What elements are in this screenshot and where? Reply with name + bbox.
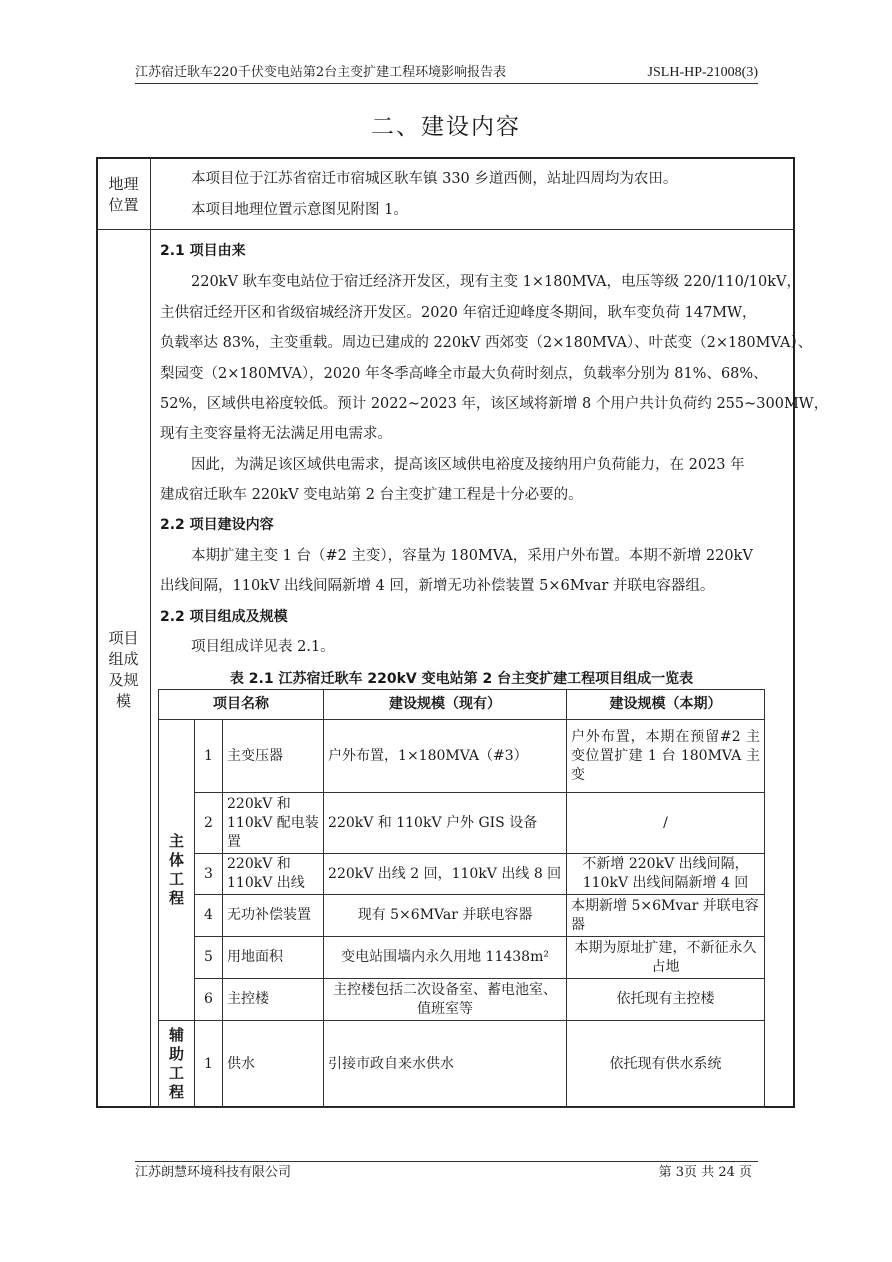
composition-label-line: 项目 bbox=[108, 629, 139, 647]
row-no: 1 bbox=[195, 720, 223, 793]
table-row bbox=[159, 937, 765, 979]
table-row bbox=[159, 979, 765, 1021]
table-row bbox=[159, 854, 765, 895]
row-existing: 220kV 出线 2 回，110kV 出线 8 回 bbox=[324, 854, 567, 895]
para-line: 52%，区域供电裕度较低。预计 2022~2023 年，该区域将新增 8 个用户共计负荷约 255~300MW， bbox=[160, 396, 829, 412]
col-header-existing: 建设规模（现有） bbox=[324, 690, 567, 720]
project-composition-table bbox=[158, 689, 765, 1108]
header-doc-code: JSLH-HP-21008(3) bbox=[647, 65, 758, 80]
row-no: 5 bbox=[195, 937, 223, 979]
para-line: 220kV 耿车变电站位于宿迁经济开发区，现有主变 1×180MVA，电压等级 220/110/10kV， bbox=[191, 274, 801, 290]
location-line-2: 本项目地理位置示意图见附图 1。 bbox=[191, 202, 408, 218]
composition-label-line: 及规 bbox=[108, 671, 139, 689]
row-existing: 变电站围墙内永久用地 11438m² bbox=[324, 937, 567, 979]
heading-2-3: 2.2 项目组成及规模 bbox=[160, 609, 288, 625]
col-header-name: 项目名称 bbox=[159, 690, 324, 720]
location-label bbox=[97, 174, 150, 216]
row-no: 2 bbox=[195, 793, 223, 854]
header-doc-title: 江苏宿迁耿车220千伏变电站第2台主变扩建工程环境影响报告表 bbox=[135, 65, 507, 80]
location-label-line: 地理 bbox=[108, 175, 139, 193]
row-current: 不新增 220kV 出线间隔，110kV 出线间隔新增 4 回 bbox=[567, 854, 765, 895]
row-name: 无功补偿装置 bbox=[223, 895, 324, 937]
para-line: 建成宿迁耿车 220kV 变电站第 2 台主变扩建工程是十分必要的。 bbox=[160, 487, 583, 503]
row-existing: 220kV 和 110kV 户外 GIS 设备 bbox=[324, 793, 567, 854]
para-line: 负载率达 83%，主变重载。周边已建成的 220kV 西郊变（2×180MVA）、叶茋变（2×180MVA）、 bbox=[160, 335, 813, 351]
heading-2-1: 2.1 项目由来 bbox=[160, 243, 246, 259]
para-line: 项目组成详见表 2.1。 bbox=[191, 639, 335, 655]
row-name: 供水 bbox=[223, 1021, 324, 1108]
row-existing: 户外布置，1×180MVA（#3） bbox=[324, 720, 567, 793]
row-existing: 现有 5×6MVar 并联电容器 bbox=[324, 895, 567, 937]
table-row bbox=[159, 793, 765, 854]
row-no: 6 bbox=[195, 979, 223, 1021]
para-line: 出线间隔，110kV 出线间隔新增 4 回，新增无功补偿装置 5×6Mvar 并联电容器组。 bbox=[160, 578, 715, 594]
para-line: 现有主变容量将无法满足用电需求。 bbox=[160, 426, 392, 442]
section-title: 二、建设内容 bbox=[371, 114, 521, 140]
heading-2-2: 2.2 项目建设内容 bbox=[160, 517, 274, 533]
row-current: 本期新增 5×6Mvar 并联电容器 bbox=[567, 895, 765, 937]
para-line: 梨园变（2×180MVA），2020 年冬季高峰全市最大负荷时刻点，负载率分别为 81%、68%、 bbox=[160, 366, 768, 382]
table-caption: 表 2.1 江苏宿迁耿车 220kV 变电站第 2 台主变扩建工程项目组成一览表 bbox=[229, 671, 694, 687]
label-column-divider bbox=[150, 158, 151, 1107]
col-header-current: 建设规模（本期） bbox=[567, 690, 765, 720]
category-main: 主体工程 bbox=[159, 720, 195, 1021]
para-line: 因此，为满足该区域供电需求，提高该区域供电裕度及接纳用户负荷能力，在 2023 年 bbox=[191, 457, 745, 473]
row-name: 220kV 和 110kV 配电装置 bbox=[223, 793, 324, 854]
table-row bbox=[159, 720, 765, 793]
row-existing: 引接市政自来水供水 bbox=[324, 1021, 567, 1108]
table-row bbox=[159, 895, 765, 937]
composition-label-line: 模 bbox=[115, 692, 131, 710]
row-current: / bbox=[567, 793, 765, 854]
table-row bbox=[159, 1021, 765, 1108]
row-no: 1 bbox=[195, 1021, 223, 1108]
composition-label-line: 组成 bbox=[108, 650, 139, 668]
header-rule bbox=[135, 83, 758, 84]
row-name: 主控楼 bbox=[223, 979, 324, 1021]
row-existing: 主控楼包括二次设备室、蓄电池室、值班室等 bbox=[324, 979, 567, 1021]
location-line-1: 本项目位于江苏省宿迁市宿城区耿车镇 330 乡道西侧，站址四周均为农田。 bbox=[191, 171, 678, 187]
footer-page-number: 第 3页 共 24 页 bbox=[658, 1165, 752, 1180]
row-name: 220kV 和 110kV 出线 bbox=[223, 854, 324, 895]
row-divider bbox=[97, 229, 794, 230]
para-line: 主供宿迁经开区和省级宿城经济开发区。2020 年宿迁迎峰度冬期间，耿车变负荷 147MW， bbox=[160, 305, 757, 321]
row-name: 用地面积 bbox=[223, 937, 324, 979]
row-name: 主变压器 bbox=[223, 720, 324, 793]
row-current: 本期为原址扩建，不新征永久占地 bbox=[567, 937, 765, 979]
footer-company: 江苏朗慧环境科技有限公司 bbox=[135, 1165, 292, 1180]
row-no: 4 bbox=[195, 895, 223, 937]
para-line: 本期扩建主变 1 台（#2 主变），容量为 180MVA，采用户外布置。本期不新增 220kV bbox=[191, 548, 753, 564]
row-no: 3 bbox=[195, 854, 223, 895]
location-label-line: 位置 bbox=[108, 196, 139, 214]
category-aux: 辅助工程 bbox=[159, 1021, 195, 1108]
row-current: 依托现有供水系统 bbox=[567, 1021, 765, 1108]
composition-label bbox=[97, 628, 150, 712]
row-current: 户外布置，本期在预留#2 主变位置扩建 1 台 180MVA 主变 bbox=[567, 720, 765, 793]
footer-rule bbox=[135, 1161, 758, 1162]
row-current: 依托现有主控楼 bbox=[567, 979, 765, 1021]
